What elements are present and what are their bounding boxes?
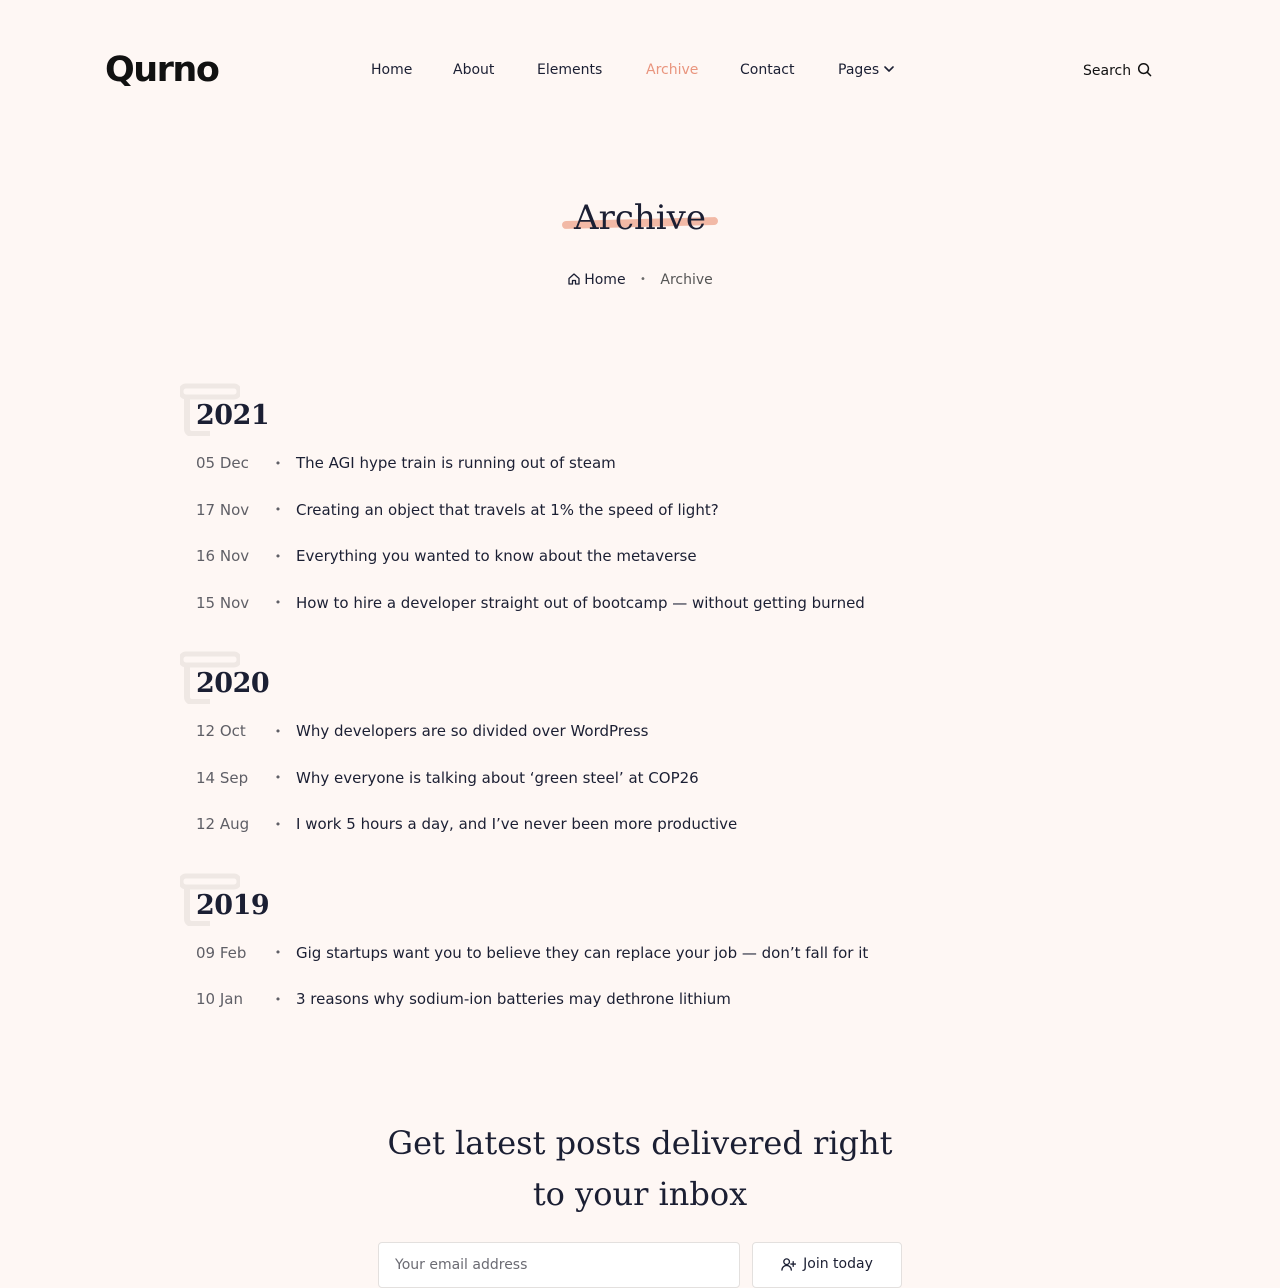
post-title-link[interactable]: The AGI hype train is running out of steam	[296, 454, 616, 473]
nav-item-pages[interactable]	[838, 58, 895, 82]
post-row	[180, 487, 1000, 534]
post-row	[180, 801, 1000, 848]
breadcrumb-current: Archive	[660, 272, 713, 288]
post-row	[180, 708, 1000, 755]
newsletter-title-line2: to your inbox	[532, 1175, 748, 1213]
post-date: 05 Dec	[196, 454, 249, 473]
post-separator: •	[274, 946, 282, 960]
post-date: 10 Jan	[196, 990, 243, 1009]
post-date: 16 Nov	[196, 547, 250, 566]
home-icon	[567, 272, 581, 286]
post-date: 12 Aug	[196, 815, 250, 834]
year-heading: 2020	[196, 668, 270, 699]
post-title-link[interactable]: 3 reasons why sodium-ion batteries may dethrone lithium	[296, 990, 731, 1009]
post-row	[180, 580, 1000, 627]
year-heading: 2019	[196, 889, 270, 921]
site-logo[interactable]: Qurno	[105, 50, 219, 90]
year-heading: 2021	[196, 400, 270, 431]
post-date: 17 Nov	[196, 500, 250, 519]
post-title-link[interactable]: Everything you wanted to know about the metaverse	[296, 547, 697, 566]
year-block-2019	[180, 870, 1000, 1023]
post-row	[180, 976, 1000, 1023]
page-title-wrap	[0, 195, 1280, 241]
post-separator: •	[274, 817, 282, 831]
breadcrumb-home-label: Home	[584, 272, 626, 288]
post-date: 09 Feb	[196, 943, 247, 962]
year-block-2020	[180, 648, 1000, 848]
email-input[interactable]	[378, 1242, 740, 1288]
nav-item-home[interactable]: Home	[371, 62, 413, 78]
post-date: 15 Nov	[196, 593, 250, 612]
nav-item-contact[interactable]: Contact	[740, 62, 795, 78]
page-title	[574, 195, 706, 241]
post-separator: •	[274, 456, 282, 470]
post-row	[180, 533, 1000, 580]
breadcrumb	[0, 268, 1280, 292]
newsletter-title-line1: Get latest posts delivered right	[387, 1124, 893, 1162]
join-button[interactable]	[752, 1242, 902, 1288]
year-head	[180, 648, 1000, 708]
page-title-text: Archive	[574, 198, 706, 238]
post-title-link[interactable]: Why everyone is talking about ‘green steel’ at COP26	[296, 768, 699, 787]
post-date: 12 Oct	[196, 722, 246, 741]
post-title-link[interactable]: Creating an object that travels at 1% the speed of light?	[296, 500, 719, 519]
archive-list	[180, 380, 1000, 1045]
breadcrumb-home[interactable]	[567, 272, 625, 288]
post-title-link[interactable]: How to hire a developer straight out of bootcamp — without getting burned	[296, 593, 865, 612]
post-separator: •	[274, 992, 282, 1006]
nav-item-elements[interactable]: Elements	[537, 62, 603, 78]
user-plus-icon	[781, 1257, 796, 1272]
post-separator: •	[274, 771, 282, 785]
nav-item-archive[interactable]: Archive	[646, 62, 699, 78]
post-title-link[interactable]: Why developers are so divided over WordPress	[296, 722, 649, 741]
post-row	[180, 440, 1000, 487]
post-separator: •	[274, 724, 282, 738]
year-block-2021	[180, 380, 1000, 626]
nav-item-about[interactable]: About	[453, 62, 495, 78]
post-row	[180, 755, 1000, 802]
join-button-label: Join today	[803, 1256, 873, 1272]
post-title-link[interactable]: Gig startups want you to believe they can replace your job — don’t fall for it	[296, 943, 869, 962]
search-button[interactable]	[1083, 59, 1152, 83]
post-title-link[interactable]: I work 5 hours a day, and I’ve never been more productive	[296, 815, 738, 834]
year-head	[180, 870, 1000, 930]
post-separator: •	[274, 596, 282, 610]
newsletter-title	[0, 1118, 1280, 1220]
chevron-down-icon	[883, 63, 895, 75]
post-row	[180, 930, 1000, 977]
post-separator: •	[274, 503, 282, 517]
search-label: Search	[1083, 63, 1132, 79]
year-head	[180, 380, 1000, 440]
nav-item-pages-label: Pages	[838, 62, 880, 78]
search-icon	[1137, 62, 1152, 77]
post-separator: •	[274, 549, 282, 563]
breadcrumb-separator: •	[640, 274, 646, 285]
post-date: 14 Sep	[196, 768, 249, 787]
